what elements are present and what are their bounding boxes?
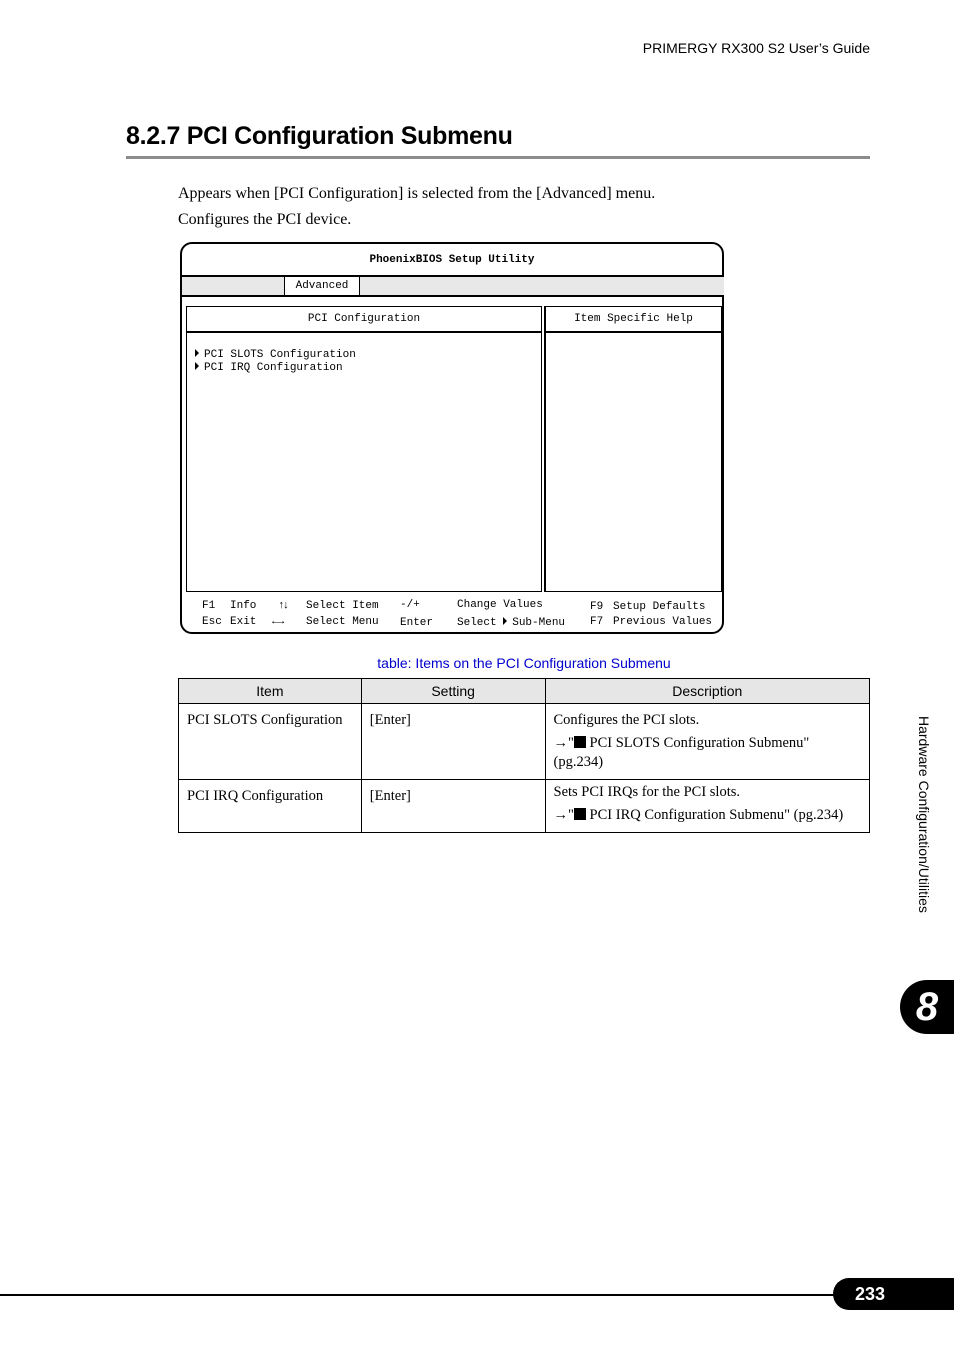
column-header-item: Item (179, 679, 362, 704)
table-row (179, 780, 870, 833)
cross-reference-link[interactable] (554, 805, 862, 826)
table-header-row (179, 679, 870, 704)
submenu-arrow-icon (503, 617, 507, 625)
description-text: Sets PCI IRQs for the PCI slots. (553, 784, 741, 800)
footer-rule (0, 1294, 840, 1296)
bios-main-heading: PCI Configuration (187, 307, 541, 333)
bios-item-pci-irq[interactable] (195, 362, 343, 374)
cross-reference-link[interactable] (554, 733, 862, 754)
cell-item: PCI IRQ Configuration (179, 780, 362, 833)
cell-description (545, 780, 870, 833)
bios-help-heading: Item Specific Help (546, 307, 721, 333)
bios-main-panel (186, 306, 542, 592)
running-header: PRIMERGY RX300 S2 User’s Guide (642, 40, 870, 56)
key-f7: F7 (590, 616, 604, 628)
key-previous-values-label: Previous Values (613, 616, 713, 628)
key-select-label: Select (457, 617, 497, 629)
table-row (179, 704, 870, 780)
ref-page: (pg.234) (553, 754, 604, 770)
bios-menubar (182, 275, 724, 297)
section-title: 8.2.7 PCI Configuration Submenu (126, 122, 513, 150)
key-change-values-label: Change Values (457, 599, 543, 611)
bios-tab-advanced[interactable]: Advanced (284, 277, 360, 295)
cell-setting: [Enter] (361, 704, 545, 780)
column-header-setting: Setting (361, 679, 545, 704)
square-bullet-icon (574, 736, 586, 748)
table-caption: table: Items on the PCI Configuration Submenu (377, 655, 671, 671)
title-rule (126, 156, 870, 159)
intro-line-2: Configures the PCI device. (178, 211, 352, 228)
ref-prefix: →" (553, 735, 574, 751)
left-right-arrows-icon: ←→ (272, 616, 284, 628)
side-chapter-label: Hardware Configuration/Utilities (916, 716, 932, 913)
bios-title: PhoenixBIOS Setup Utility (369, 254, 535, 266)
ref-prefix: →" (553, 807, 574, 823)
cell-item: PCI SLOTS Configuration (179, 704, 362, 780)
cell-description (545, 704, 870, 780)
bios-screen (180, 242, 724, 634)
submenu-arrow-icon (195, 362, 199, 370)
key-f9: F9 (590, 601, 604, 613)
key-exit-label: Exit (230, 616, 257, 628)
items-table (178, 678, 870, 833)
bios-item-label: PCI SLOTS Configuration (204, 349, 356, 361)
ref-text: PCI SLOTS Configuration Submenu" (585, 735, 810, 751)
chapter-tab: 8 (900, 980, 954, 1034)
submenu-arrow-icon (195, 349, 199, 357)
key-esc: Esc (202, 616, 222, 628)
ref-text: PCI IRQ Configuration Submenu" (pg.234) (585, 807, 844, 823)
key-enter: Enter (400, 617, 434, 629)
intro-line-1: Appears when [PCI Configuration] is selected from the [Advanced] menu. (178, 185, 656, 202)
column-header-description: Description (545, 679, 870, 704)
bios-help-panel (544, 306, 722, 592)
key-select-item-label: Select Item (306, 600, 379, 612)
key-select-submenu-label (457, 617, 565, 629)
key-info-label: Info (230, 600, 257, 612)
page-number: 233 (833, 1278, 954, 1310)
key-select-menu-label: Select Menu (306, 616, 379, 628)
bios-item-label: PCI IRQ Configuration (204, 362, 343, 374)
key-f1: F1 (202, 600, 216, 612)
square-bullet-icon (574, 808, 586, 820)
key-setup-defaults-label: Setup Defaults (613, 601, 706, 613)
bios-item-pci-slots[interactable] (195, 349, 356, 361)
key-submenu-label: Sub-Menu (512, 617, 566, 629)
description-text: Configures the PCI slots. (553, 712, 700, 728)
up-down-arrows-icon: ↑↓ (278, 600, 288, 612)
cell-setting: [Enter] (361, 780, 545, 833)
key-minus-plus: -/+ (400, 599, 420, 611)
